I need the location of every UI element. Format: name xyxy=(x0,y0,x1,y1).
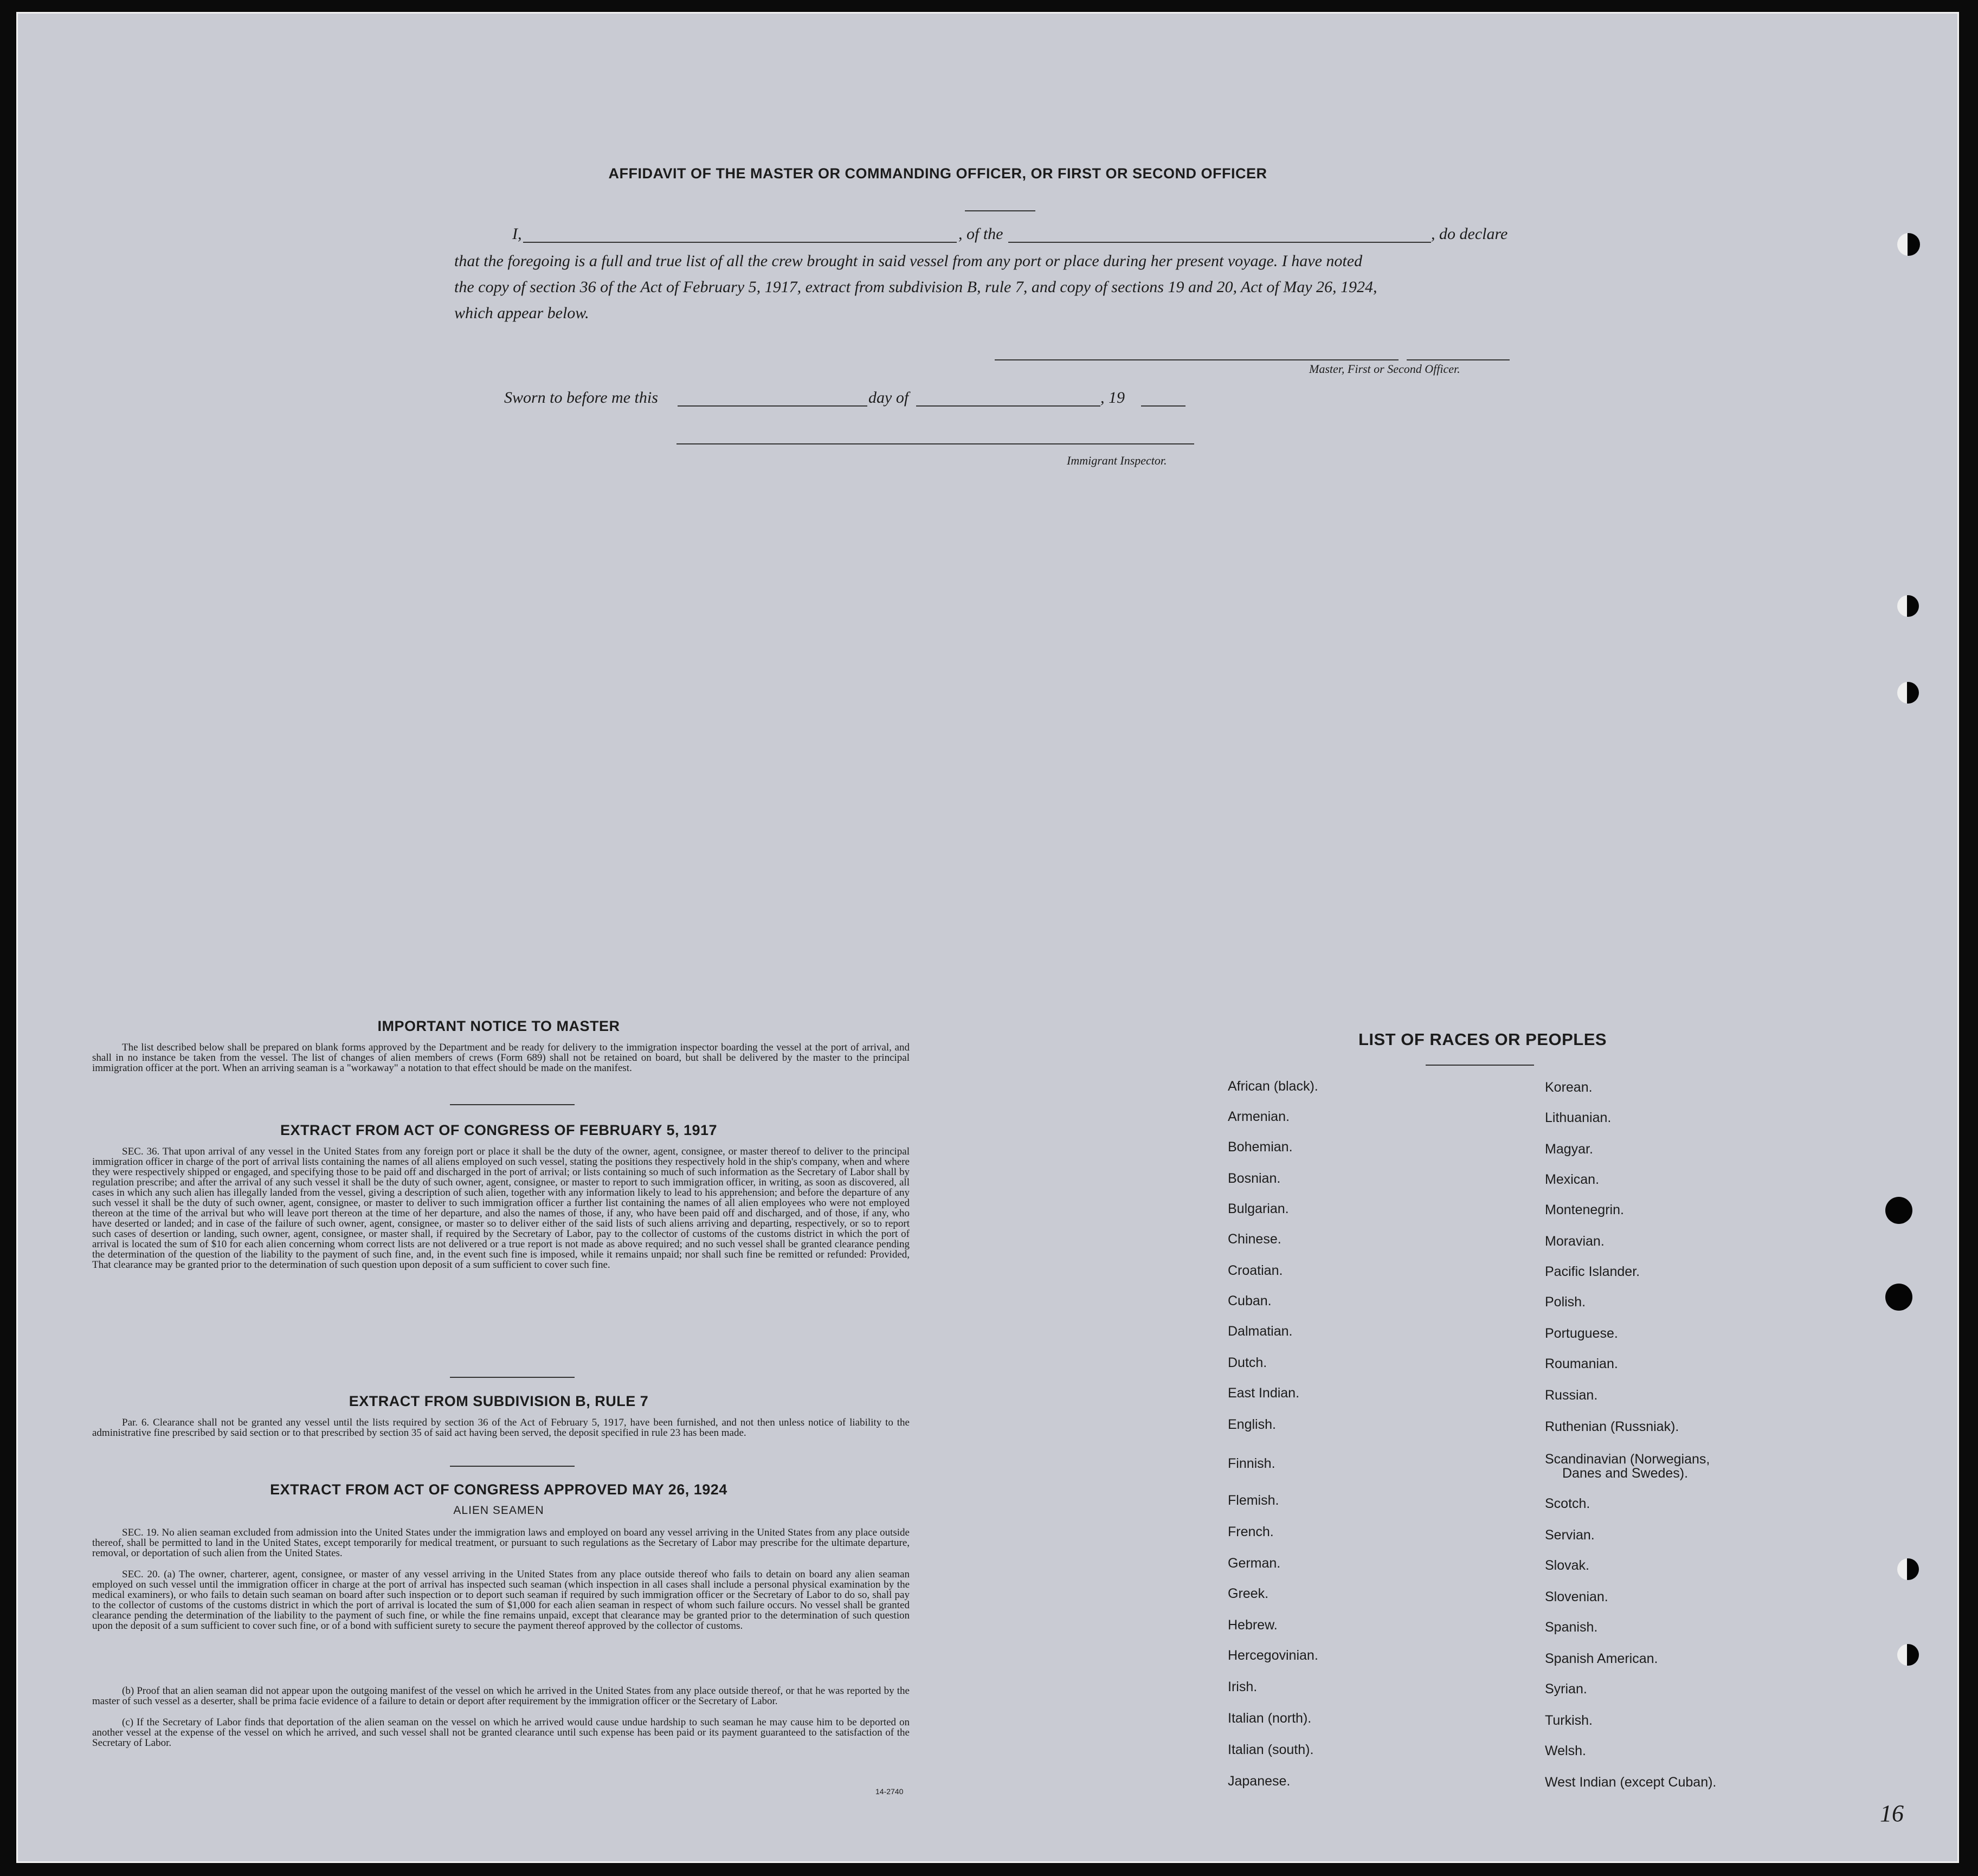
title-divider xyxy=(965,210,1035,211)
declaration-line-3: the copy of section 36 of the Act of February 5, 1917, extract from subdivision B, rule 7, and copy of sections 19 and 20, Act of May 26, 1924, xyxy=(454,278,1377,296)
race-item: Bulgarian. xyxy=(1228,1201,1289,1216)
punch-hole xyxy=(1897,1644,1919,1666)
sworn-year-field[interactable] xyxy=(1141,405,1185,407)
race-item: Bohemian. xyxy=(1228,1139,1293,1155)
extract-1917-title: EXTRACT FROM ACT OF CONGRESS OF FEBRUARY 5, 1917 xyxy=(280,1122,718,1138)
race-item: Portuguese. xyxy=(1545,1326,1618,1341)
declaration-line-1 xyxy=(512,225,522,243)
race-item: African (black). xyxy=(1228,1079,1318,1094)
race-item: Mexican. xyxy=(1545,1172,1600,1187)
punch-hole xyxy=(1897,595,1919,617)
master-signature-field[interactable] xyxy=(995,359,1399,360)
sec20a-body: SEC. 20. (a) The owner, charterer, agent, consignee, or master of any vessel arriving in the United States from any place outside thereof who fails to detain on board any alien seaman employed on such vessel until the immigration officer in charge at the port of arrival has inspected such seaman (which inspection in all cases shall include a personal physical examination by the medical examiners), or who fails to detain such seaman on board after such inspection or to deport such seaman if required by such immigration officer or the Secretary of Labor to do so, shall pay to the collector of customs of the customs district in which the port of arrival is located the sum of $1,000 for each alien seaman in respect of whom such failure occurs. No vessel shall be granted clearance pending the determination of the liability to the payment of such fine, or while the fine remains unpaid, except that clearance may be granted prior to the determination of such question upon the deposit of a sum sufficient to cover such fine, or of a bond with sufficient surety to secure the payment thereof approved by the collector of customs. xyxy=(92,1569,910,1632)
race-item: Japanese. xyxy=(1228,1774,1291,1789)
master-signature-field-2[interactable] xyxy=(1407,359,1510,360)
punch-hole xyxy=(1897,1558,1919,1580)
sworn-prefix: Sworn to before me this xyxy=(504,389,658,407)
extract-1924-subtitle: ALIEN SEAMEN xyxy=(453,1504,544,1517)
race-item: Roumanian. xyxy=(1545,1356,1618,1371)
sec19-body: SEC. 19. No alien seaman excluded from admission into the United States under the immigration laws and employed on board any vessel arriving in the United States from any place outside thereof, shall be permitted to land in the United States, except temporarily for medical treatment, or pursuant to such regulations as the Secretary of Labor may prescribe for the ultimate departure, removal, or deportation of such alien from the United States. xyxy=(92,1527,910,1559)
race-item: Spanish. xyxy=(1545,1620,1598,1635)
race-item: Polish. xyxy=(1545,1294,1586,1310)
race-item: Finnish. xyxy=(1228,1456,1275,1471)
sec20c-body: (c) If the Secretary of Labor finds that deportation of the alien seaman on the vessel on which he arrived would cause undue hardship to such seaman he may cause him to be deported on another vessel at the expense of the vessel on which he arrived, and such vessel shall not be granted clearance until such expense has been paid or its payment guaranteed to the satisfaction of the Secretary of Labor. xyxy=(92,1717,910,1749)
race-item: East Indian. xyxy=(1228,1385,1300,1401)
affidavit-title: AFFIDAVIT OF THE MASTER OR COMMANDING OFFICER, OR FIRST OR SECOND OFFICER xyxy=(608,165,1267,182)
race-item: Korean. xyxy=(1545,1080,1593,1095)
race-item: Italian (south). xyxy=(1228,1742,1314,1757)
extract-1924-title: EXTRACT FROM ACT OF CONGRESS APPROVED MAY 26, 1924 xyxy=(270,1481,727,1498)
section-divider xyxy=(450,1466,575,1467)
race-item: Bosnian. xyxy=(1228,1171,1281,1186)
vessel-prefix: , of the xyxy=(958,225,1003,243)
race-item: Lithuanian. xyxy=(1545,1110,1612,1125)
race-item: Dutch. xyxy=(1228,1355,1267,1370)
race-item: Moravian. xyxy=(1545,1234,1605,1249)
punch-hole xyxy=(1897,233,1920,256)
race-item: Slovak. xyxy=(1545,1558,1589,1573)
notice-title: IMPORTANT NOTICE TO MASTER xyxy=(377,1018,620,1034)
sworn-month-field[interactable] xyxy=(916,405,1100,407)
race-item: Greek. xyxy=(1228,1586,1269,1601)
sworn-day-label: day of xyxy=(868,389,909,407)
punch-hole xyxy=(1885,1197,1912,1224)
race-item: English. xyxy=(1228,1417,1276,1432)
race-item: Italian (north). xyxy=(1228,1711,1312,1726)
race-item: Ruthenian (Russniak). xyxy=(1545,1419,1679,1434)
declaration-line-2: that the foregoing is a full and true list of all the crew brought in said vessel from any port or place during her present voyage. I have noted xyxy=(454,252,1363,270)
race-item: Syrian. xyxy=(1545,1681,1587,1697)
master-caption: Master, First or Second Officer. xyxy=(1309,362,1460,376)
race-item: Croatian. xyxy=(1228,1263,1283,1278)
race-item: Danes and Swedes). xyxy=(1562,1466,1689,1481)
declarant-name-field[interactable] xyxy=(523,242,957,243)
race-item: Dalmatian. xyxy=(1228,1324,1293,1339)
section-divider xyxy=(450,1104,575,1105)
punch-hole xyxy=(1885,1284,1912,1311)
declare-suffix: , do declare xyxy=(1431,225,1508,243)
declaration-line-4: which appear below. xyxy=(454,304,589,322)
race-item: Scotch. xyxy=(1545,1496,1590,1511)
race-item: Turkish. xyxy=(1545,1713,1593,1728)
race-item: Pacific Islander. xyxy=(1545,1264,1640,1279)
race-item: Magyar. xyxy=(1545,1142,1593,1157)
punch-hole xyxy=(1897,682,1919,704)
races-divider xyxy=(1426,1065,1534,1066)
race-item: French. xyxy=(1228,1524,1274,1539)
declarant-prefix: I, xyxy=(512,225,522,243)
race-item: West Indian (except Cuban). xyxy=(1545,1775,1717,1790)
vessel-name-field[interactable] xyxy=(1008,242,1431,243)
race-item: Hercegovinian. xyxy=(1228,1648,1318,1663)
inspector-signature-field[interactable] xyxy=(676,443,1194,444)
race-item: Montenegrin. xyxy=(1545,1202,1624,1217)
race-item: Hebrew. xyxy=(1228,1617,1278,1633)
page-mark: 16 xyxy=(1880,1800,1904,1827)
race-item: Servian. xyxy=(1545,1527,1595,1543)
race-item: Russian. xyxy=(1545,1388,1598,1403)
race-item: Flemish. xyxy=(1228,1493,1279,1508)
section-divider xyxy=(450,1377,575,1378)
race-item: Scandinavian (Norwegians, xyxy=(1545,1452,1710,1467)
extract-rule7-body: Par. 6. Clearance shall not be granted any vessel until the lists required by section 36 of the Act of February 5, 1917, have been furnished, and not then unless notice of liability to the administrative fine prescribed by said section or to that prescribed by section 35 of said act having been served, the deposit specified in rule 23 has been made. xyxy=(92,1417,910,1439)
race-item: Cuban. xyxy=(1228,1293,1272,1308)
race-item: Welsh. xyxy=(1545,1743,1586,1758)
sworn-day-field[interactable] xyxy=(678,405,867,407)
race-item: Irish. xyxy=(1228,1679,1258,1694)
races-title: LIST OF RACES OR PEOPLES xyxy=(1358,1030,1607,1049)
race-item: Armenian. xyxy=(1228,1109,1290,1124)
race-item: German. xyxy=(1228,1556,1281,1571)
sec20b-body: (b) Proof that an alien seaman did not appear upon the outgoing manifest of the vessel on which he arrived in the United States from any place outside thereof, or that he was reported by the master of such vessel as a deserter, shall be prima facie evidence of a failure to detain or deport after requirement by the immigration officer or the Secretary of Labor. xyxy=(92,1685,910,1707)
race-item: Spanish American. xyxy=(1545,1651,1658,1666)
race-item: Slovenian. xyxy=(1545,1589,1608,1604)
race-item: Chinese. xyxy=(1228,1232,1281,1247)
extract-rule7-title: EXTRACT FROM SUBDIVISION B, RULE 7 xyxy=(349,1393,649,1409)
extract-1917-body: SEC. 36. That upon arrival of any vessel in the United States from any foreign port or place it shall be the duty of the owner, agent, consignee, or master thereof to deliver to the principal immigration officer in charge of the port of arrival lists containing the names of all aliens employed on such vessel, stating the positions they respectively hold in the ship's company, when and where they were respectively shipped or engaged, and specifying those to be paid off and discharged in the port of arrival; or lists containing so much of such information as the Secretary of Labor shall by regulation prescribe; and after the arrival of any such vessel it shall be the duty of such owner, agent, consignee, or master to report to such immigration officer, in writing, as soon as discovered, all cases in which any such alien has illegally landed from the vessel, giving a description of such alien, together with any information likely to lead to his apprehension; and before the departure of any such vessel it shall be the duty of such owner, agent, consignee, or master to deliver to such immigration officer a further list containing the names of all alien employees who were not employed thereon at the time of the arrival but who will leave port thereon at the time of her departure, and also the names of those, if any, who have been paid off and discharged, and of those, if any, who have deserted or landed; and in case of the failure of such owner, agent, consignee, or master so to deliver either of the said lists of such aliens arriving and departing, respectively, or so to report such cases of desertion or landing, such owner, agent, consignee, or master shall, if required by the Secretary of Labor, pay to the collector of customs of the customs district in which the port of arrival is located the sum of $10 for each alien concerning whom correct lists are not delivered or a true report is not made as above required; and no such vessel shall be granted clearance pending the determination of the question of the liability to the payment of such fine, and, in the event such fine is imposed, while it remains unpaid; nor shall such fine be remitted or refunded: Provided, That clearance may be granted prior to the determination of such question upon deposit of a sum sufficient to cover such fine. xyxy=(92,1146,910,1271)
notice-body: The list described below shall be prepared on blank forms approved by the Department and be ready for delivery to the immigration inspector boarding the vessel at the port of arrival, and shall in no instance be taken from the vessel. The list of changes of alien members of crews (Form 689) shall not be retained on board, but shall be delivered by the master to the principal immigration officer at the port. When an arriving seaman is a "workaway" a notation to that effect should be made on the manifest. xyxy=(92,1042,910,1074)
inspector-caption: Immigrant Inspector. xyxy=(1067,454,1167,467)
form-number: 14-2740 xyxy=(875,1787,904,1796)
sworn-year-label: , 19 xyxy=(1100,389,1125,407)
